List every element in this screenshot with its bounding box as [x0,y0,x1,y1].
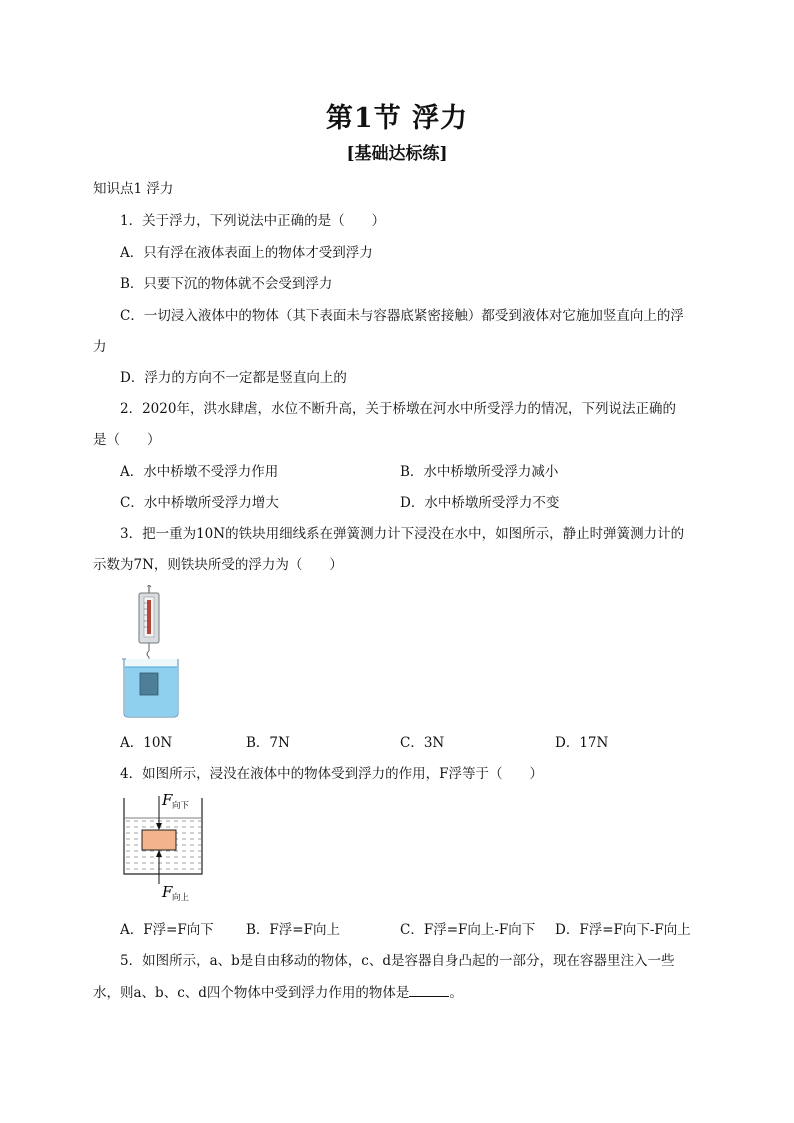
question-2-option-a: A．水中桥墩不受浮力作用 [120,464,279,480]
question-1-option-c-cont: 力 [93,339,107,355]
question-3-option-d: D．17N [555,735,609,751]
question-4-stem: 4．如图所示，浸没在液体中的物体受到浮力的作用，F浮等于（ ） [120,766,543,782]
force-down-letter: F [162,791,173,809]
submerged-block [142,830,176,850]
question-1-option-b: B．只要下沉的物体就不会受到浮力 [120,276,333,292]
force-down-subscript: 向下 [172,801,190,811]
page-subtitle: [基础达标练] [346,144,448,164]
page-title: 第1节 浮力 [325,103,469,134]
section-heading: 知识点1 浮力 [93,181,174,197]
question-5-stem-cont-text: 水，则a、b、c、d四个物体中受到浮力作用的物体是 [93,985,410,1001]
force-up-subscript: 向上 [172,893,190,903]
question-3-option-b: B．7N [246,735,290,751]
question-1-option-a: A．只有浮在液体表面上的物体才受到浮力 [120,245,373,261]
spring-scale-beaker-figure [118,585,188,720]
question-1-option-d: D．浮力的方向不一定都是竖直向上的 [120,370,347,386]
question-2-stem-cont: 是（ ） [93,432,161,448]
question-5-stem-cont [93,981,463,1001]
question-4-option-d: D．F浮=F向下-F向上 [555,922,691,938]
question-2-option-c: C．水中桥墩所受浮力增大 [120,495,279,511]
force-up-letter: F [162,883,173,901]
question-1-stem: 1．关于浮力，下列说法中正确的是（ ） [120,213,386,229]
question-2-option-b: B．水中桥墩所受浮力减小 [400,464,559,480]
question-5-stem: 5．如图所示，a、b是自由移动的物体，c、d是容器自身凸起的一部分，现在容器里注入一些 [120,953,675,969]
iron-block [140,673,158,695]
question-4-option-b: B．F浮=F向上 [246,922,340,938]
question-4-option-c: C．F浮=F向上-F向下 [400,922,536,938]
question-2-option-d: D．水中桥墩所受浮力不变 [400,495,560,511]
buoyancy-force-figure [118,788,228,903]
answer-blank[interactable] [409,984,449,997]
question-3-option-c: C．3N [400,735,445,751]
question-2-stem: 2．2020年，洪水肆虐，水位不断升高，关于桥墩在河水中所受浮力的情况，下列说法正确的 [120,401,676,417]
question-3-option-a: A．10N [120,735,173,751]
question-3-stem-cont: 示数为7N，则铁块所受的浮力为（ ） [93,557,343,573]
question-3-stem: 3．把一重为10N的铁块用细线系在弹簧测力计下浸没在水中，如图所示，静止时弹簧测力计的 [120,526,685,542]
question-1-option-c: C．一切浸入液体中的物体（其下表面未与容器底紧密接触）都受到液体对它施加竖直向上的浮 [120,308,684,324]
question-4-option-a: A．F浮=F向下 [120,922,214,938]
question-5-stem-end: 。 [449,985,463,1001]
